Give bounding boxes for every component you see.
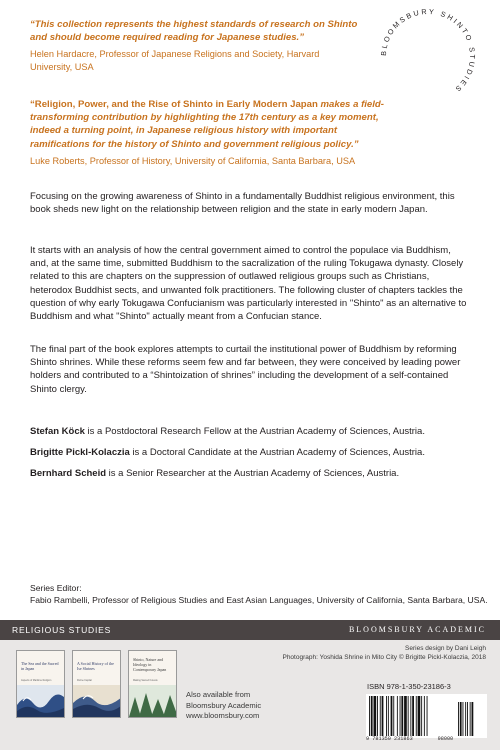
svg-text:BLOOMSBURY SHINTO STUDIES [379, 7, 477, 95]
quote-body: makes a field-transforming contribution by highlighting the 17th century as a key moment, indeed a turning point, in Japanese religious history with important ramifications for the history of Shinto and government religious policy.” [30, 99, 384, 150]
series-editor-text: Fabio Rambelli, Professor of Religious Studies and East Asian Languages, University of California, Santa Barbara, USA. [30, 595, 488, 605]
quote-book-title: “Religion, Power, and the Rise of Shinto in Early Modern Japan [30, 99, 318, 110]
also-available-line: Also available from [186, 690, 251, 699]
photo-credit: Photograph: Yoshida Shrine in Mito City © Brigitte Pickl-Kolaczia, 2018 [282, 654, 486, 661]
barcode-addon-digits: 98000 [437, 736, 454, 742]
thumbnail-subtitle: Aspects of Maritime Religion [21, 679, 52, 682]
author-bio-1 [30, 425, 470, 438]
author-bio-2 [30, 446, 470, 459]
quote-text [30, 98, 390, 151]
thumbnail-title: Shinto, Nature and Ideology in Contemporary Japan [133, 657, 167, 672]
bottom-band [0, 620, 500, 750]
thumbnail-subtitle: Divine Capital [77, 679, 92, 682]
wave-illustration-icon [73, 685, 121, 717]
paragraph-text: Focusing on the growing awareness of Shinto in a fundamentally Buddhist religious environment, this book sheds new light on the relationship between religion and the state in early modern Japan. [30, 191, 455, 216]
praise-quote-2 [30, 98, 390, 167]
book-thumbnail [128, 650, 177, 718]
quote-text: “This collection represents the highest standards of research on Shinto and should become required reading for Japanese studies.” [30, 19, 358, 44]
forest-illustration-icon [129, 685, 177, 717]
quote-attribution: Luke Roberts, Professor of History, University of California, Santa Barbara, USA [30, 155, 356, 166]
credits [266, 644, 486, 662]
blurb-paragraph-1 [30, 190, 470, 216]
series-ring-logo [378, 6, 478, 106]
category-bar [0, 620, 500, 640]
praise-quote-1 [30, 18, 360, 73]
barcode-digits [366, 736, 487, 742]
book-thumbnail [72, 650, 121, 718]
website-link[interactable]: www.bloomsbury.com [186, 711, 260, 720]
blurb-paragraph-3 [30, 343, 470, 396]
isbn-label: ISBN 978-1-350-23186-3 [367, 682, 451, 691]
author-name: Stefan Köck [30, 426, 85, 437]
author-bio-text: is a Doctoral Candidate at the Austrian Academy of Sciences, Austria. [129, 447, 425, 458]
also-available [186, 690, 276, 722]
thumbnail-title: A Social History of the Ise Shrines [77, 661, 114, 671]
barcode-main-digits: 9 781350 231863 [366, 736, 413, 742]
quote-attribution: Helen Hardacre, Professor of Japanese Religions and Society, Harvard University, USA [30, 49, 320, 72]
paragraph-text: The final part of the book explores attempts to curtail the institutional power of Buddhism by reforming Shinto shrines. While these reforms seem few and far between, they were conceived by leading power holders and contributed to a “Shintoization of shrines” including the development of a self-contained Shinto clergy. [30, 344, 461, 395]
publisher-label: BLOOMSBURY ACADEMIC [348, 625, 486, 634]
paragraph-text: It starts with an analysis of how the central government aimed to control the populace via Buddhism, and, at the same time, submitted Buddhism to the sacralization of the ruling Tokugawa dynasty. Closely related to this are chapters on the suppression of outlawed religious groups such as Christians, heterodox Buddhist sects, and unwanted folk practitioners. The following cluster of chapters tackles the question of why early Tokugawa Confucianism was particularly interested in "Shinto" as an alternative to Buddhism and what "Shinto" actually meant from a Confucian stance. [30, 245, 467, 323]
series-editor-label: Series Editor: [30, 583, 82, 593]
also-available-line: Bloomsbury Academic [186, 700, 262, 710]
thumbnail-subtitle: Making Sacred Forests [133, 679, 158, 682]
author-bio-text: is a Postdoctoral Research Fellow at the Austrian Academy of Sciences, Austria. [84, 426, 425, 437]
author-name: Brigitte Pickl-Kolaczia [30, 447, 130, 458]
wave-illustration-icon [17, 685, 65, 717]
design-credit: Series design by Dani Leigh [405, 645, 486, 652]
barcode-icon [366, 694, 487, 738]
book-thumbnail [16, 650, 65, 718]
author-bio-3 [30, 467, 470, 480]
author-name: Bernhard Scheid [30, 468, 107, 479]
series-editor [30, 582, 490, 606]
author-bio-text: is a Senior Researcher at the Austrian Academy of Sciences, Austria. [106, 468, 400, 479]
thumbnail-title: The Sea and the Sacred in Japan [21, 661, 59, 671]
blurb-paragraph-2 [30, 244, 470, 323]
category-label: RELIGIOUS STUDIES [12, 625, 112, 635]
series-ring-text: BLOOMSBURY SHINTO STUDIES [378, 6, 478, 95]
